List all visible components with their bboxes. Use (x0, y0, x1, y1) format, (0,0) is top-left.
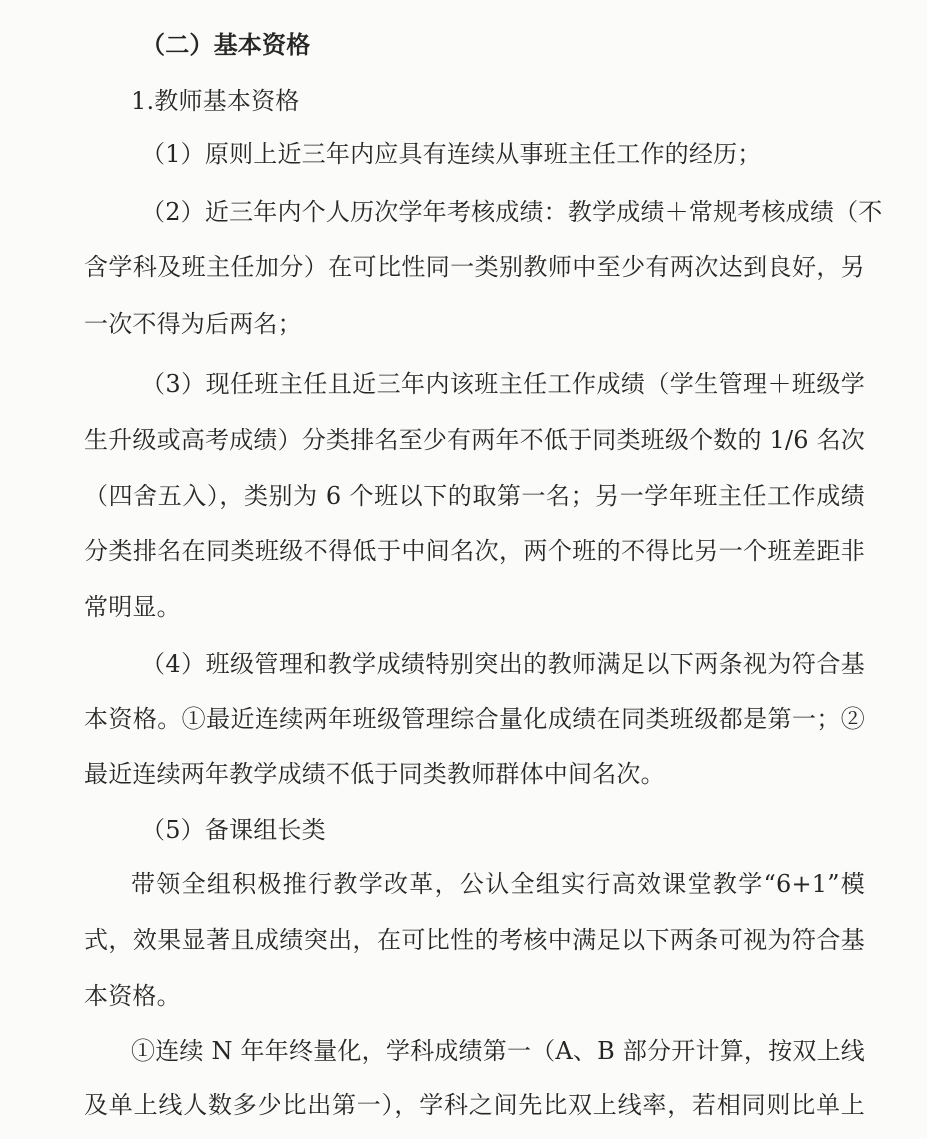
paragraph-line: 含学科及班主任加分）在可比性同一类别教师中至少有两次达到良好，另 (84, 253, 865, 281)
paragraph-line: （5）备课组长类 (141, 816, 326, 844)
paragraph-line: （3）现任班主任且近三年内该班主任工作成绩（学生管理＋班级学 (141, 370, 865, 398)
paragraph-line: （四舍五入），类别为 6 个班以下的取第一名；另一学年班主任工作成绩 (84, 482, 865, 510)
paragraph-line: 分类排名在同类班级不得低于中间名次，两个班的不得比另一个班差距非 (84, 537, 865, 565)
subsection-heading: 1.教师基本资格 (131, 87, 300, 115)
paragraph-line: （2）近三年内个人历次学年考核成绩：教学成绩＋常规考核成绩（不 (141, 198, 883, 226)
paragraph-line: 最近连续两年教学成绩不低于同类教师群体中间名次。 (84, 760, 665, 788)
paragraph-line: 带领全组积极推行教学改革，公认全组实行高效课堂教学“6+1”模 (131, 870, 865, 898)
paragraph-line: 生升级或高考成绩）分类排名至少有两年不低于同类班级个数的 1/6 名次 (84, 426, 865, 454)
paragraph-line: 本资格。①最近连续两年班级管理综合量化成绩在同类班级都是第一；② (84, 705, 865, 733)
paragraph-line: 常明显。 (84, 593, 181, 621)
paragraph-line: 一次不得为后两名； (84, 310, 302, 338)
section-heading: （二）基本资格 (141, 30, 311, 59)
paragraph-line: ①连续 N 年年终量化，学科成绩第一（A、B 部分开计算，按双上线 (131, 1037, 865, 1065)
paragraph-line: 及单上线人数多少比出第一），学科之间先比双上线率，若相同则比单上 (84, 1091, 865, 1119)
paragraph-line: 本资格。 (84, 982, 181, 1010)
paragraph-line: 式，效果显著且成绩突出，在可比性的考核中满足以下两条可视为符合基 (84, 926, 865, 954)
paragraph-line: （4）班级管理和教学成绩特别突出的教师满足以下两条视为符合基 (141, 650, 865, 678)
paragraph-line: （1）原则上近三年内应具有连续从事班主任工作的经历； (141, 140, 762, 168)
